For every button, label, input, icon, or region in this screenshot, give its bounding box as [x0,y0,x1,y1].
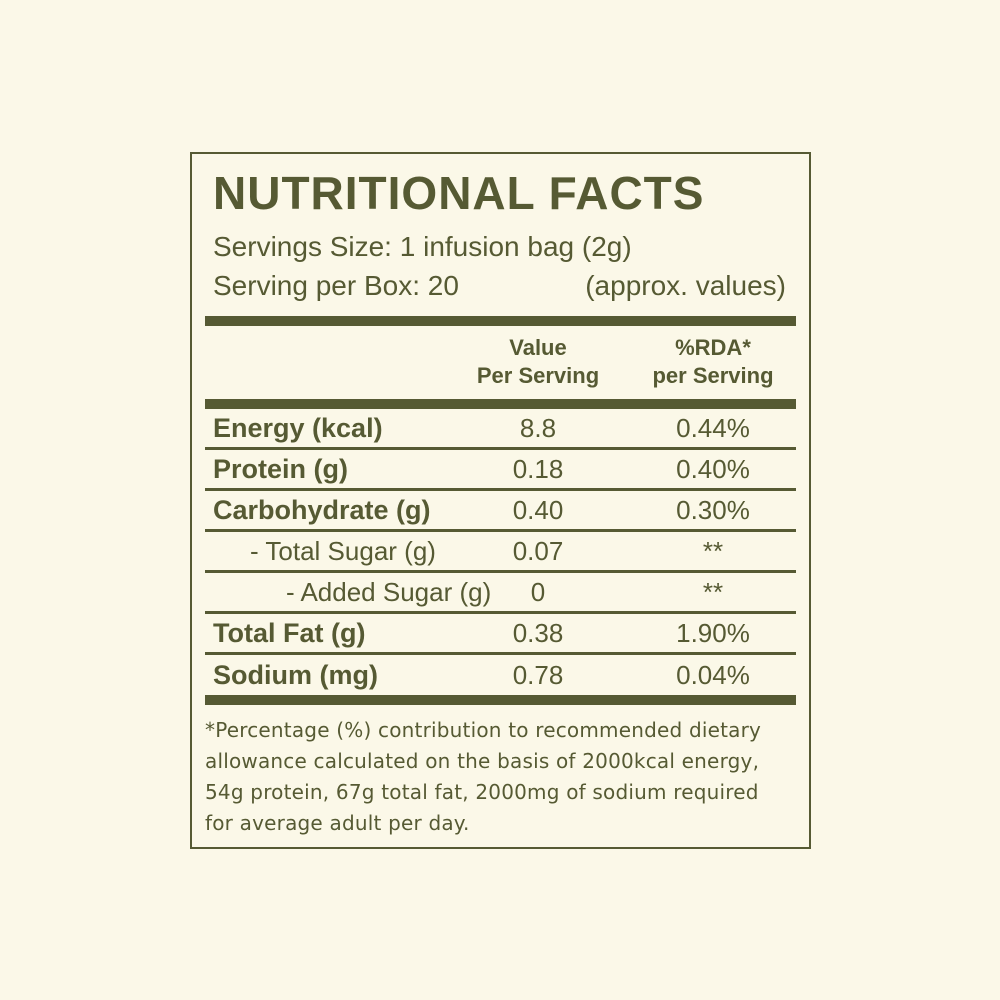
row-value: 0 [530,576,546,607]
header-value-line2: Per Serving [476,363,600,389]
row-value: 0.78 [512,659,564,690]
nutrition-facts-panel [190,152,811,849]
table-row-total-sugar [205,532,796,573]
nutrition-facts-content [192,167,809,839]
row-label: Total Fat (g) [213,617,366,648]
row-label: Protein (g) [213,453,348,484]
table-row-carbohydrate [205,491,796,532]
row-value: 0.40 [512,494,564,525]
approx-values-note: (approx. values) [585,269,786,301]
row-rda: ** [702,576,724,607]
header-value-line1: Value [509,335,567,361]
row-value: 8.8 [519,412,557,443]
row-rda: 0.04% [676,659,750,690]
table-row-total-fat [205,614,796,655]
row-rda: ** [702,535,724,566]
header-rda-per-serving [631,334,795,390]
row-rda: 0.30% [676,494,750,525]
divider-bar-header [205,399,796,409]
row-label: Carbohydrate (g) [213,494,431,525]
header-value-per-serving [445,334,631,390]
row-label: Energy (kcal) [213,412,383,443]
row-rda: 0.44% [676,412,750,443]
table-row-protein [205,450,796,491]
row-value: 0.18 [512,453,564,484]
row-label: Sodium (mg) [213,659,378,690]
table-header-row [205,326,796,399]
table-row-added-sugar [205,573,796,614]
servings-per-box-text: Serving per Box: 20 [213,269,459,301]
rda-footnote [205,715,796,839]
table-row-sodium [205,655,796,695]
row-label: - Added Sugar (g) [286,576,492,607]
panel-title: NUTRITIONAL FACTS [213,167,705,219]
header-rda-line1: %RDA* [675,335,751,361]
servings-per-box-row [213,269,788,303]
servings-size-text: Servings Size: 1 infusion bag (2g) [213,231,632,262]
row-rda: 0.40% [676,453,750,484]
table-row-energy [205,409,796,450]
row-label: - Total Sugar (g) [250,535,436,566]
header-rda-line2: per Serving [652,363,774,389]
footnote-line: 54g protein, 67g total fat, 2000mg of sodium required [205,780,759,805]
header-spacer [205,334,445,390]
divider-bar-top [205,316,796,326]
nutrition-table [205,409,796,695]
footnote-line: allowance calculated on the basis of 2000kcal energy, [205,749,760,774]
row-rda: 1.90% [676,617,750,648]
row-value: 0.38 [512,617,564,648]
row-value: 0.07 [512,535,564,566]
divider-bar-bottom [205,695,796,705]
footnote-line: for average adult per day. [205,811,470,836]
footnote-line: *Percentage (%) contribution to recommended dietary [205,718,762,743]
